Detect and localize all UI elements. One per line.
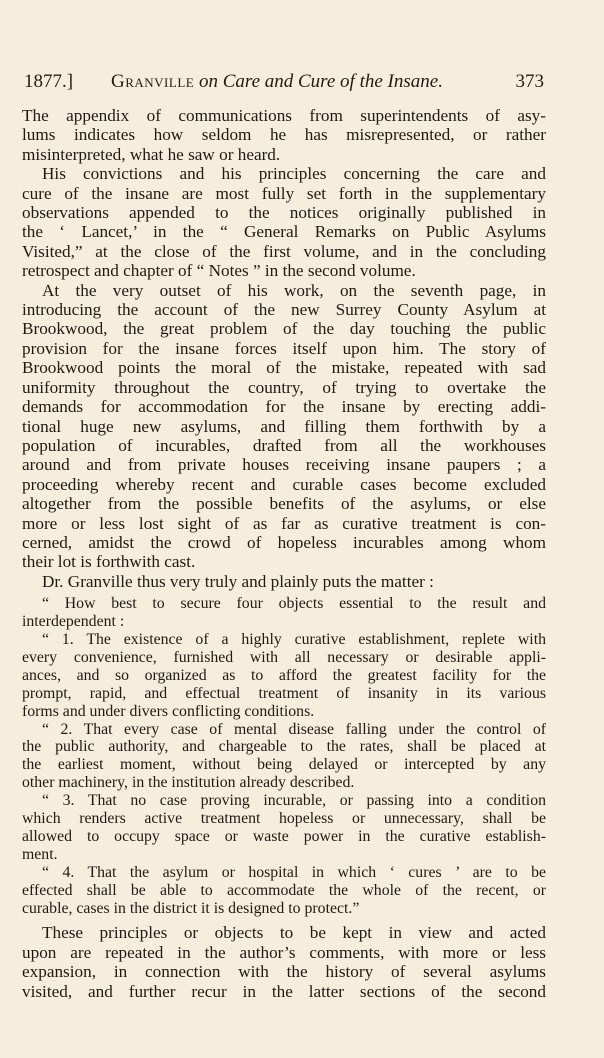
text-line: the ‘ Lancet,’ in the “ General Remarks on Public Asylums [22,222,546,242]
quote-line: ment. [22,845,58,863]
header-title [111,70,443,94]
text-line: provision for the insane forces itself upon him. The story of [22,338,546,358]
text-line: population of incurables, drafted from all the workhouses [22,435,546,455]
text-line: their lot is forthwith cast. [22,552,196,572]
text-line: more or less lost sight of as far as curative treatment is con- [22,513,546,533]
text-line: expansion, in connection with the history of several asylums [22,962,546,982]
running-head [24,70,544,94]
page-number: 373 [515,71,544,92]
page-body [22,106,546,1001]
quote-line: the earliest moment, without being delayed or intercepted by any [22,756,546,774]
text-line: retrospect and chapter of “ Notes ” in the second volume. [22,261,416,281]
text-line: misinterpreted, what he saw or heard. [22,144,281,164]
quote-line: effected shall be able to accommodate the whole of the recent, or [22,881,546,899]
quoted-passage [22,595,546,917]
text-line: demands for accommodation for the insane by erecting addi- [22,397,546,417]
text-line: visited, and further recur in the latter sections of the second [22,981,546,1001]
text-line: Visited,” at the close of the first volume, and in the concluding [22,241,546,261]
text-line: proceeding whereby recent and curable cases become excluded [22,474,546,494]
header-title-text: on Care and Cure of the Insane. [194,71,443,92]
text-line: upon are repeated in the author’s comments, with more or less [22,942,546,962]
text-line: At the very outset of his work, on the seventh page, in [42,280,546,300]
quote-line: “ 1. The existence of a highly curative establishment, replete with [42,630,546,648]
text-line: Brookwood points the moral of the mistake, repeated with sad [22,358,546,378]
quote-line: curable, cases in the district it is designed to protect.” [22,899,360,917]
text-line: observations appended to the notices originally published in [22,203,546,223]
quote-line: “ 2. That every case of mental disease falling under the control of [42,720,546,738]
text-line: Brookwood, the great problem of the day touching the public [22,319,546,339]
text-line: around and from private houses receiving insane paupers ; a [22,455,546,475]
quote-line: other machinery, in the institution already described. [22,774,355,792]
text-line: Dr. Granville thus very truly and plainly puts the matter : [42,571,434,591]
quote-line: interdependent : [22,613,125,631]
text-line: The appendix of communications from superintendents of asy- [22,106,546,125]
quote-line: ances, and so organized as to afford the greatest facility for the [22,666,546,684]
text-line: introducing the account of the new Surrey County Asylum at [22,300,546,320]
text-line: cure of the insane are most fully set forth in the supplementary [22,183,546,203]
closing-paragraph [22,923,546,1001]
text-line: uniformity throughout the country, of trying to overtake the [22,377,546,397]
header-author: Granville [111,71,195,92]
quote-line: prompt, rapid, and effectual treatment of insanity in its various [22,684,546,702]
quote-line: every convenience, furnished with all necessary or desirable appli- [22,648,546,666]
main-text [22,106,546,591]
text-line: These principles or objects to be kept in view and acted [42,923,546,943]
text-line: altogether from the possible benefits of the asylums, or else [22,494,546,514]
text-line: cerned, amidst the crowd of hopeless incurables among whom [22,532,546,552]
quote-line: “ 3. That no case proving incurable, or passing into a condition [42,792,546,810]
quote-line: forms and under divers conflicting conditions. [22,702,315,720]
quote-line: “ How best to secure four objects essential to the result and [42,595,546,613]
quote-line: the public authority, and chargeable to the rates, shall be placed at [22,738,546,756]
quote-line: allowed to occupy space or waste power in the curative establish- [22,827,546,845]
text-line: lums indicates how seldom he has misrepresented, or rather [22,125,546,145]
header-year: 1877.] [24,71,74,92]
text-line: His convictions and his principles concerning the care and [42,164,546,184]
quote-line: “ 4. That the asylum or hospital in which ‘ cures ’ are to be [42,863,546,881]
text-line: tional huge new asylums, and filling them forthwith by a [22,416,546,436]
quote-line: which renders active treatment hopeless or unnecessary, shall be [22,810,546,828]
